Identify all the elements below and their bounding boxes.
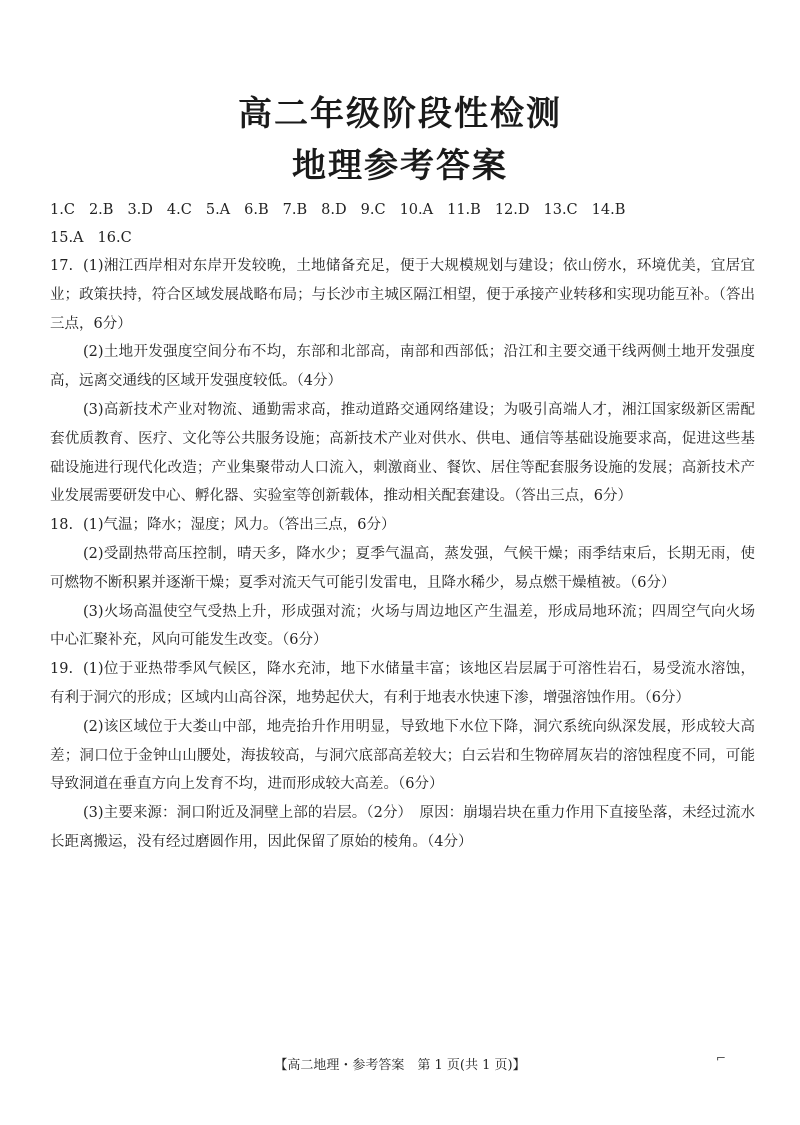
question-number: 18. <box>50 517 74 534</box>
multiple-choice-answers <box>50 196 755 252</box>
mc-answer: 12.D <box>494 202 530 218</box>
mc-answer: 1.C <box>50 202 75 218</box>
question-block <box>50 511 755 655</box>
mc-answer: 11.B <box>447 202 481 218</box>
answer-part: (3)高新技术产业对物流、通勤需求高，推动道路交通网络建设；为吸引高端人才，湘江国家级新区需配套优质教育、医疗、文化等公共服务设施；高新技术产业对供水、供电、通信等基础设施要求高，促进这些基础设施进行现代化改造；产业集聚带动人口流入，刺激商业、餐饮、居住等配套服务设施的发展；高新技术产业发展需要研发中心、孵化器、实验室等创新载体，推动相关配套建设。（答出三点，6分） <box>50 401 755 505</box>
mc-answer: 10.A <box>399 202 434 218</box>
question-block <box>50 252 755 511</box>
mc-answer: 2.B <box>88 202 114 218</box>
mc-answer: 9.C <box>360 202 386 218</box>
mc-answer: 3.D <box>127 202 153 218</box>
answer-part: (1)湘江西岸相对东岸开发较晚，土地储备充足，便于大规模规划与建设；依山傍水，环境优美，宜居宜业；政策扶持，符合区域发展战略布局；与长沙市主城区隔江相望，便于承接产业转移和实现功能互补。（答出三点，6分） <box>50 258 755 332</box>
mc-answer: 15.A <box>50 230 84 246</box>
answer-part: (1)位于亚热带季风气候区，降水充沛，地下水储量丰富；该地区岩层属于可溶性岩石，易受流水溶蚀，有利于洞穴的形成；区域内山高谷深，地势起伏大，有利于地表水快速下渗，增强溶蚀作用。（6分） <box>50 661 755 706</box>
mc-answer: 13.C <box>543 202 578 218</box>
mc-answer: 4.C <box>166 202 192 218</box>
answer-part: (3)主要来源：洞口附近及洞壁上部的岩层。（2分） 原因：崩塌岩块在重力作用下直接坠落，未经过流水长距离搬运，没有经过磨圆作用，因此保留了原始的棱角。（4分） <box>50 805 755 850</box>
answer-part: (2)该区域位于大娄山中部，地壳抬升作用明显，导致地下水位下降，洞穴系统向纵深发展，形成较大高差；洞口位于金钟山山腰处，海拔较高，与洞穴底部高差较大；白云岩和生物碎屑灰岩的溶蚀程度不同，可能导致洞道在垂直方向上发育不均，进而形成较大高差。（6分） <box>50 718 755 793</box>
title-block <box>0 92 800 188</box>
answer-part: (1)气温；降水；湿度；风力。（答出三点，6分） <box>83 517 396 534</box>
question-number: 17. <box>50 258 74 274</box>
mc-answer: 6.B <box>244 202 269 218</box>
mc-answer: 7.B <box>282 202 308 218</box>
answer-part: (3)火场高温使空气受热上升，形成强对流；火场与周边地区产生温差，形成局地环流；四周空气向火场中心汇聚补充，风向可能发生改变。（6分） <box>50 603 755 649</box>
question-number: 19. <box>50 661 74 678</box>
question-list <box>50 252 755 857</box>
mc-answer: 14.B <box>591 202 626 218</box>
mc-answer: 5.A <box>205 202 231 218</box>
answer-part: (2)受副热带高压控制，晴天多，降水少；夏季气温高，蒸发强，气候干燥；雨季结束后，长期无雨，使可燃物不断积累并逐渐干燥；夏季对流天气可能引发雷电，且降水稀少，易点燃干燥植被。（6分） <box>50 545 755 591</box>
mc-answer: 8.D <box>321 202 347 218</box>
answer-title: 地理参考答案 <box>292 146 508 186</box>
answer-content <box>50 196 755 857</box>
answer-part: (2)土地开发强度空间分布不均，东部和北部高，南部和西部低；沿江和主要交通干线两侧土地开发强度高，远离交通线的区域开发强度较低。（4分） <box>50 344 755 390</box>
mc-answer: 16.C <box>97 230 132 246</box>
page-footer: 【高二地理・参考答案 第 1 页(共 1 页)】 <box>274 1058 526 1073</box>
exam-title: 高二年级阶段性检测 <box>238 94 562 134</box>
corner-mark: ⌐ <box>716 1051 727 1065</box>
question-block <box>50 655 755 857</box>
